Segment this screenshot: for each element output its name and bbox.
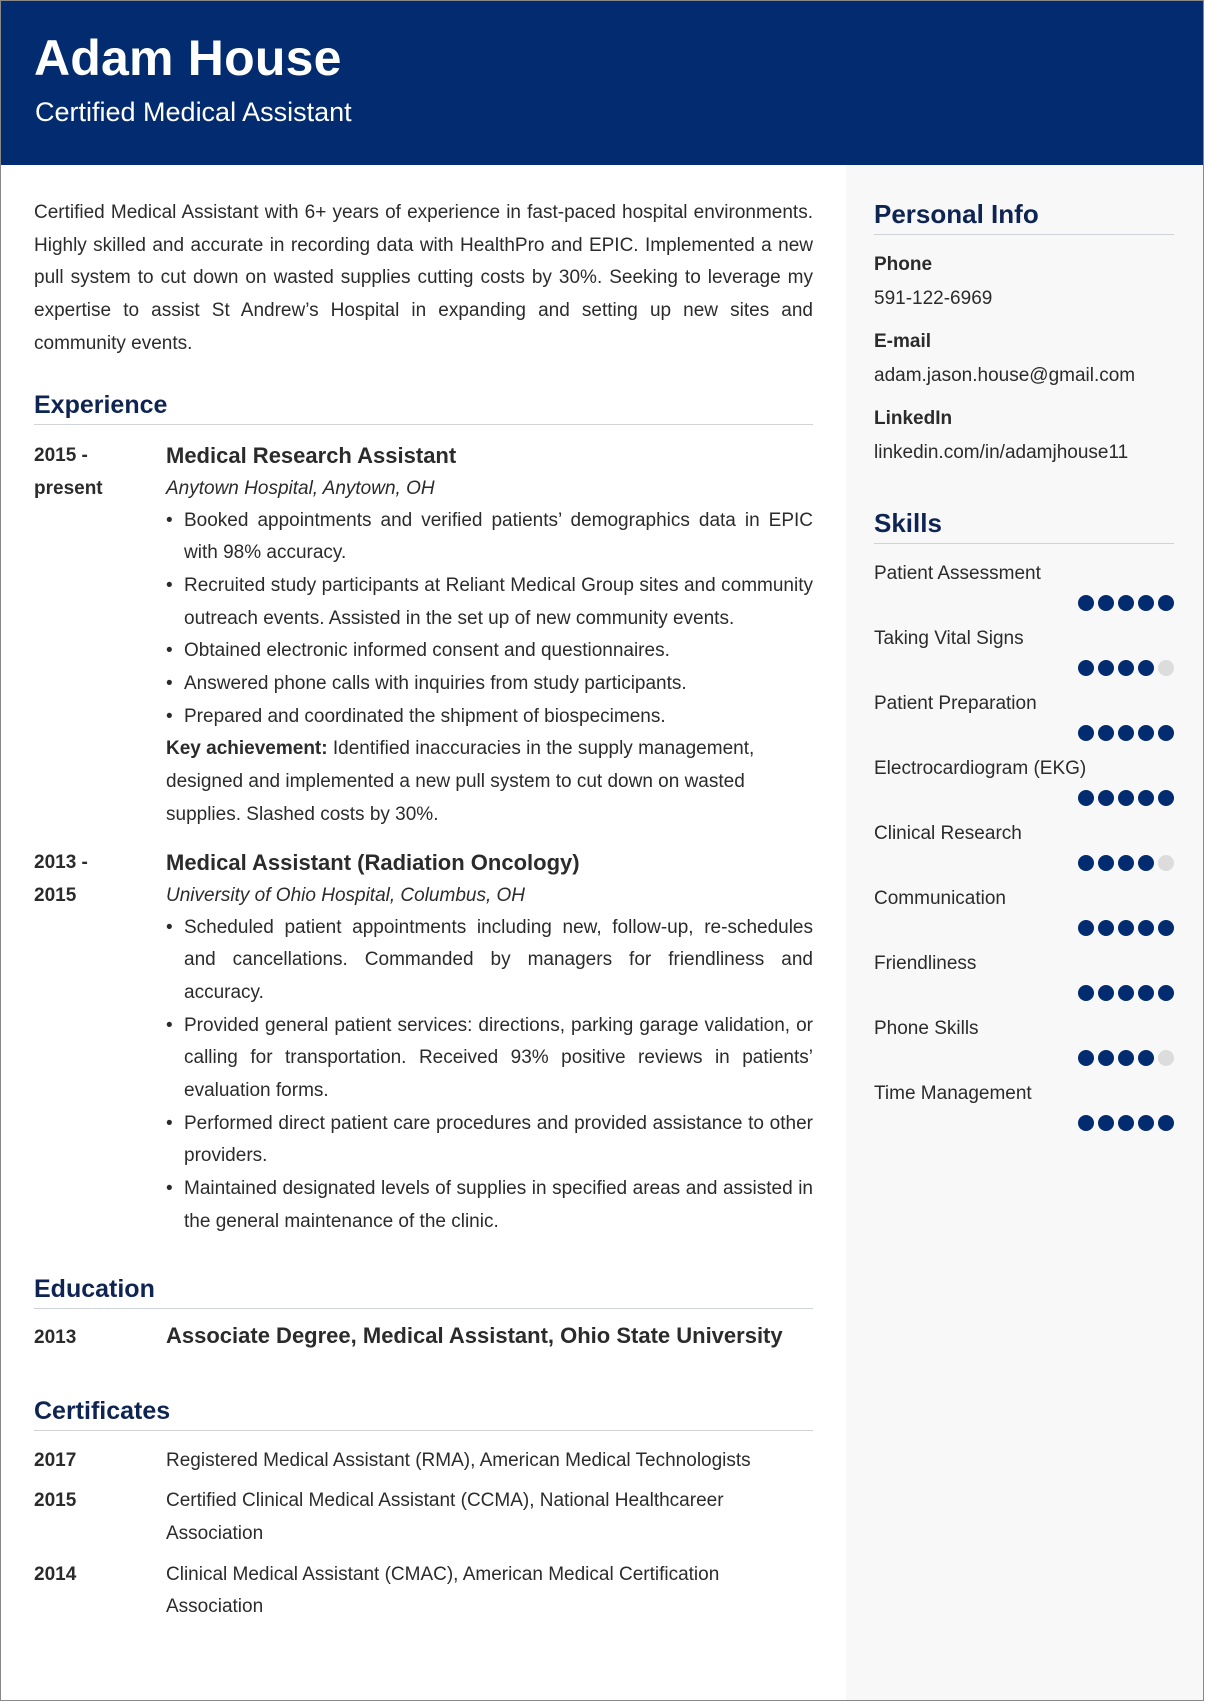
rating-dot-filled: [1078, 790, 1094, 806]
resume-header: [1, 1, 1203, 165]
job-entry: [34, 439, 813, 832]
job-body: [166, 439, 813, 832]
rating-dot-filled: [1078, 1050, 1094, 1066]
certificate-text: Registered Medical Assistant (RMA), American Medical Technologists: [166, 1449, 751, 1471]
rating-dot-filled: [1138, 595, 1154, 611]
education-year: 2013: [34, 1326, 77, 1348]
rating-dot-filled: [1118, 1115, 1134, 1131]
key-achievement-label: Key achievement:: [166, 738, 328, 760]
linkedin-label: LinkedIn: [874, 408, 953, 429]
rating-dot-filled: [1078, 855, 1094, 871]
certificate-text: Clinical Medical Assistant (CMAC), American Medical Certification Association: [166, 1563, 720, 1618]
certificate-year: 2017: [34, 1449, 77, 1471]
job-title: Medical Research Assistant: [166, 442, 457, 468]
email-value: adam.jason.house@gmail.com: [874, 365, 1136, 386]
certificate-text: Certified Clinical Medical Assistant (CCMA), National Healthcareer Association: [166, 1490, 724, 1544]
job-company: Anytown Hospital, Anytown, OH: [166, 477, 435, 499]
job-bullets: [166, 912, 813, 1239]
summary-paragraph: Certified Medical Assistant with 6+ years of experience in fast-paced hospital environments. Highly skilled and accurate in recording data with HealthPro and EPIC. Implemented a new pull system to cut down on wasted supplies cutting costs by 30%. Seeking to leverage my expertise to assist St Andrew’s Hospital in expanding and setting up new sites and community events.: [34, 202, 813, 354]
job-bullet: • Prepared and coordinated the shipment of biospecimens.: [166, 701, 813, 734]
skill-name: Communication: [874, 888, 1006, 909]
rating-dot-filled: [1098, 920, 1114, 936]
skill-name: Phone Skills: [874, 1018, 979, 1039]
email-label: E-mail: [874, 331, 932, 352]
rating-dot-filled: [1078, 725, 1094, 741]
rating-dot-filled: [1138, 920, 1154, 936]
education-entry: [34, 1323, 813, 1349]
skill-name: Patient Preparation: [874, 693, 1037, 714]
skill-rating: [874, 660, 1174, 676]
rating-dot-filled: [1098, 985, 1114, 1001]
rating-dot-filled: [1158, 920, 1174, 936]
rating-dot-filled: [1078, 660, 1094, 676]
certificate-entry: [34, 1445, 813, 1478]
rating-dot-filled: [1118, 1050, 1134, 1066]
job-bullet: • Booked appointments and verified patients’ demographics data in EPIC with 98% accuracy.: [166, 505, 813, 570]
linkedin-value: linkedin.com/in/adamjhouse11: [874, 442, 1129, 463]
job-bullet: • Answered phone calls with inquiries from study participants.: [166, 668, 813, 701]
skill-name: Taking Vital Signs: [874, 628, 1024, 649]
job-bullet: • Performed direct patient care procedures and provided assistance to other providers.: [166, 1108, 813, 1173]
rating-dot-empty: [1158, 855, 1174, 871]
job-bullet: • Obtained electronic informed consent and questionnaires.: [166, 635, 813, 668]
rating-dot-filled: [1138, 855, 1154, 871]
rating-dot-filled: [1098, 660, 1114, 676]
phone-value: 591-122-6969: [874, 288, 993, 309]
rating-dot-filled: [1098, 595, 1114, 611]
job-dates: 2015 - present: [34, 444, 103, 499]
main-column: [34, 197, 813, 1624]
job-bullet: • Maintained designated levels of supplies in specified areas and assisted in the general maintenance of the clinic.: [166, 1173, 813, 1238]
job-body: [166, 846, 813, 1239]
job-title: Medical Assistant (Radiation Oncology): [166, 849, 580, 875]
skill-item: [874, 690, 1174, 741]
job-entry: [34, 846, 813, 1239]
skill-item: [874, 820, 1174, 871]
rating-dot-filled: [1118, 985, 1134, 1001]
skill-item: [874, 625, 1174, 676]
education-heading: Education: [34, 1275, 813, 1309]
skill-rating: [874, 1115, 1174, 1131]
candidate-name: Adam House: [34, 30, 342, 86]
rating-dot-filled: [1158, 985, 1174, 1001]
rating-dot-filled: [1118, 660, 1134, 676]
rating-dot-filled: [1078, 1115, 1094, 1131]
rating-dot-filled: [1098, 790, 1114, 806]
rating-dot-filled: [1138, 790, 1154, 806]
rating-dot-filled: [1118, 855, 1134, 871]
skill-name: Patient Assessment: [874, 563, 1041, 584]
job-bullet: • Scheduled patient appointments including new, follow-up, re-schedules and cancellations. Commanded by managers for friendliness and accuracy.: [166, 912, 813, 1010]
certificate-entry: [34, 1485, 813, 1550]
rating-dot-filled: [1078, 985, 1094, 1001]
key-achievement: [166, 733, 813, 831]
rating-dot-filled: [1138, 1115, 1154, 1131]
experience-heading: Experience: [34, 391, 813, 425]
candidate-title: Certified Medical Assistant: [35, 97, 352, 127]
rating-dot-filled: [1098, 725, 1114, 741]
skill-name: Time Management: [874, 1083, 1032, 1104]
rating-dot-filled: [1138, 985, 1154, 1001]
skill-item: [874, 1015, 1174, 1066]
rating-dot-filled: [1158, 725, 1174, 741]
skills-list: [874, 560, 1174, 1131]
rating-dot-filled: [1118, 595, 1134, 611]
skills-heading: Skills: [874, 508, 1174, 544]
certificates-heading: Certificates: [34, 1397, 813, 1431]
skill-item: [874, 885, 1174, 936]
rating-dot-filled: [1098, 855, 1114, 871]
skill-item: [874, 1080, 1174, 1131]
job-dates: 2013 - 2015: [34, 851, 88, 906]
sidebar: [874, 199, 1174, 1131]
skill-rating: [874, 985, 1174, 1001]
rating-dot-filled: [1078, 920, 1094, 936]
certificate-year: 2015: [34, 1490, 77, 1512]
personal-info-heading: Personal Info: [874, 199, 1174, 235]
job-bullet: • Recruited study participants at Reliant Medical Group sites and community outreach events. Assisted in the set up of new community events.: [166, 570, 813, 635]
skill-name: Electrocardiogram (EKG): [874, 758, 1087, 779]
education-degree: Associate Degree, Medical Assistant, Ohio State University: [166, 1322, 783, 1348]
skill-item: [874, 560, 1174, 611]
rating-dot-filled: [1158, 1115, 1174, 1131]
rating-dot-filled: [1098, 1115, 1114, 1131]
skill-rating: [874, 855, 1174, 871]
skill-name: Clinical Research: [874, 823, 1022, 844]
rating-dot-filled: [1078, 595, 1094, 611]
rating-dot-filled: [1118, 790, 1134, 806]
rating-dot-filled: [1118, 725, 1134, 741]
rating-dot-empty: [1158, 1050, 1174, 1066]
rating-dot-empty: [1158, 660, 1174, 676]
skill-rating: [874, 920, 1174, 936]
certificate-entry: [34, 1559, 813, 1624]
phone-label: Phone: [874, 254, 933, 275]
job-company: University of Ohio Hospital, Columbus, OH: [166, 884, 526, 906]
skill-name: Friendliness: [874, 953, 977, 974]
rating-dot-filled: [1158, 595, 1174, 611]
key-achievement-text: Identified inaccuracies in the supply management, designed and implemented a new pull system to cut down on wasted supplies. Slashed costs by 30%.: [166, 738, 755, 825]
rating-dot-filled: [1138, 725, 1154, 741]
skill-rating: [874, 1050, 1174, 1066]
rating-dot-filled: [1118, 920, 1134, 936]
rating-dot-filled: [1138, 660, 1154, 676]
job-bullet: • Provided general patient services: directions, parking garage validation, or calling for transportation. Received 93% positive reviews in patients’ evaluation forms.: [166, 1010, 813, 1108]
skill-rating: [874, 725, 1174, 741]
certificates-list: [34, 1445, 813, 1625]
skill-item: [874, 950, 1174, 1001]
job-bullets: [166, 505, 813, 734]
skill-rating: [874, 595, 1174, 611]
rating-dot-filled: [1098, 1050, 1114, 1066]
rating-dot-filled: [1158, 790, 1174, 806]
certificate-year: 2014: [34, 1563, 77, 1585]
rating-dot-filled: [1138, 1050, 1154, 1066]
skill-item: [874, 755, 1174, 806]
skill-rating: [874, 790, 1174, 806]
